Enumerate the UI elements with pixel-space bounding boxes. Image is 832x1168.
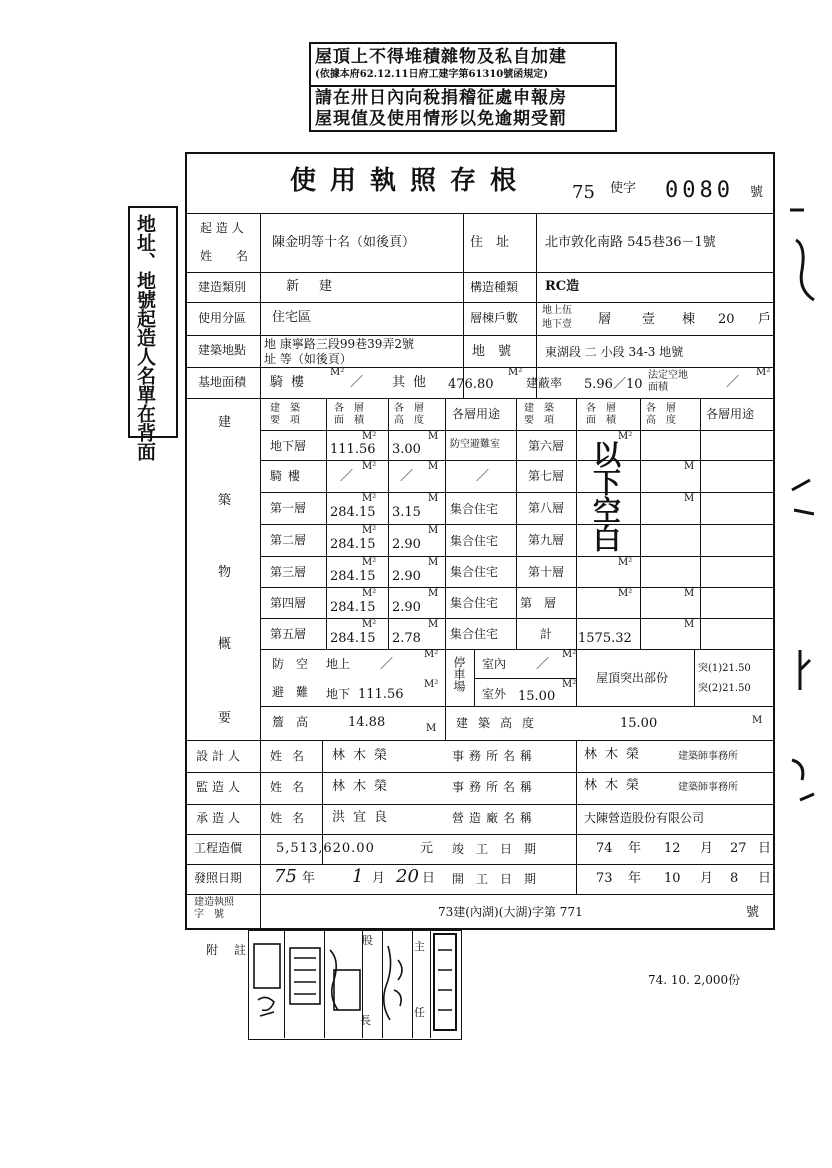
park-indoor-val: ／ [536, 657, 550, 672]
done-d: 27 [730, 841, 747, 856]
attach-label: 附註 [206, 943, 263, 957]
designer-office-label: 事務所名稱 [452, 749, 538, 763]
hdr-use-r: 各層用途 [706, 407, 755, 421]
contractor-firm: 大陳營造股份有限公司 [584, 811, 705, 825]
build-type-label: 建造類別 [198, 280, 247, 294]
blank-note: 以下空白 [589, 440, 622, 552]
start-m: 10 [664, 871, 681, 886]
notice-line3: 請在卅日內向稅捐稽征處申報房 [315, 88, 567, 108]
bh-value: 15.00 [620, 716, 658, 731]
seal-stamps-icon [248, 930, 462, 1040]
contractor-name-label: 姓名 [270, 811, 315, 825]
summary-vertical-3: 物 [218, 565, 232, 580]
bh-label: 建築高度 [456, 716, 545, 730]
hdr-item-r: 建 築 要 項 [524, 403, 554, 426]
hdr-use: 各層用途 [452, 407, 501, 421]
designer-label: 設計人 [196, 749, 245, 763]
supervisor-office-suffix: 建築師事務所 [678, 782, 738, 793]
footer-print: 74. 10. 2,000份 [648, 973, 741, 987]
applicant-label-bottom: 姓 名 [200, 249, 249, 263]
start-label: 開工日期 [452, 872, 549, 886]
applicant-value: 陳金明等十名（如後頁） [272, 235, 416, 250]
lot-label: 地 號 [472, 344, 512, 359]
notice-line4: 屋現值及使用情形以免逾期受罰 [315, 109, 567, 129]
coverage-label: 建蔽率 [526, 376, 563, 390]
start-y: 73 [596, 871, 613, 886]
floors-hu: 戶 [758, 312, 772, 327]
svg-text:長: 長 [360, 1014, 371, 1027]
issue-label: 發照日期 [194, 871, 243, 885]
done-label: 竣工日期 [452, 842, 549, 856]
shelter-above: 地上 [326, 657, 351, 671]
cost-label: 工程造價 [194, 841, 243, 855]
notice-line1: 屋頂上不得堆積雜物及私自加建 [315, 47, 567, 67]
summary-vertical-1: 建 [218, 415, 232, 430]
address-value: 北市敦化南路 545巷36－1號 [545, 235, 716, 250]
applicant-label-top: 起 造 人 [200, 221, 244, 235]
hdr-area: 各 層 面 積 [334, 403, 364, 426]
floors-layer: 層 [598, 312, 612, 327]
contractor-label: 承造人 [196, 811, 245, 825]
permit-label: 建造執照 字 號 [194, 897, 234, 920]
site-value: 地 康寧路三段99巷39弄2號 [264, 337, 414, 351]
supervisor-office: 林木榮 [584, 778, 648, 793]
shelter-label1: 防空 [272, 657, 321, 671]
base-area-label: 基地面積 [198, 375, 247, 389]
hdr-height-r: 各 層 高 度 [646, 403, 676, 426]
floors-label: 層棟戶數 [470, 311, 519, 325]
floor-r-2: 第八層 [528, 501, 565, 515]
floors-top: 地上伍 [542, 305, 572, 316]
zone-label: 使用分區 [198, 311, 247, 325]
supervisor-label: 監造人 [196, 780, 245, 794]
designer-office: 林木榮 [584, 747, 648, 762]
issue-d: 20 [396, 866, 419, 887]
coverage-value: 5.96／10 [584, 377, 643, 392]
designer-office-suffix: 建築師事務所 [678, 751, 738, 762]
roof-1: 突(1)21.50 [698, 663, 751, 674]
floors-bottom: 地下壹 [542, 319, 572, 330]
contractor-name: 洪宜良 [332, 810, 396, 825]
hdr-height: 各 層 高 度 [394, 403, 424, 426]
arcade-value: ／ [350, 375, 364, 390]
license-label: 使字 [610, 181, 637, 196]
park-indoor: 室內 [482, 657, 507, 671]
scan-noise-icon [780, 200, 830, 900]
floor-r-6: 計 [540, 627, 553, 641]
build-type-value: 新建 [286, 279, 353, 294]
designer-name: 林木榮 [332, 748, 396, 763]
floor-r-4: 第十層 [528, 565, 565, 579]
other-label: 其他 [392, 375, 435, 390]
notice-line2: (依據本府62.12.11日府工建字第61310號函規定) [315, 69, 548, 80]
notice-stamp [309, 42, 617, 132]
summary-vertical-4: 概 [218, 637, 232, 652]
done-m: 12 [664, 841, 681, 856]
roof-label: 屋頂突出部份 [596, 671, 669, 685]
form-title: 使用執照存根 [290, 166, 531, 196]
floor-total-area: 1575.32 [578, 631, 632, 646]
floor-r-0: 第六層 [528, 439, 565, 453]
license-number: 0080 [665, 178, 734, 203]
start-d: 8 [730, 871, 739, 886]
cost-value: 5,513,620.00 [276, 841, 375, 856]
shelter-label2: 避難 [272, 685, 321, 699]
designer-name-label: 姓名 [270, 749, 315, 763]
park-label: 停車場 [452, 656, 466, 692]
zone-value: 住宅區 [272, 310, 312, 325]
hdr-item: 建 築 要 項 [270, 403, 300, 426]
issue-m: 1 [352, 866, 364, 887]
hdr-area-r: 各 層 面 積 [586, 403, 616, 426]
supervisor-office-label: 事務所名稱 [452, 780, 538, 794]
lot-value: 東湖段 二 小段 34-3 地號 [545, 345, 684, 359]
legal-label: 法定空地面積 [648, 370, 688, 393]
permit-suffix: 號 [746, 905, 760, 920]
floors-units: 20 [718, 312, 735, 327]
floors-bldg: 棟 [682, 312, 696, 327]
shelter-above-val: ／ [380, 657, 394, 672]
svg-text:股: 股 [362, 934, 373, 947]
park-outdoor-val: 15.00 [518, 689, 556, 704]
legal-value: ／ [726, 375, 740, 390]
park-outdoor: 室外 [482, 687, 507, 701]
shelter-below-val: 111.56 [358, 687, 404, 702]
struct-label: 構造種類 [470, 280, 519, 294]
side-note: 地址、地號起造人名單在背面 [134, 214, 156, 461]
side-stamp [128, 206, 178, 461]
eaves-value: 14.88 [348, 715, 386, 730]
permit-value: 73建(內湖)(大湖)字第 771 [438, 905, 583, 919]
roof-2: 突(2)21.50 [698, 683, 751, 694]
svg-text:主: 主 [414, 940, 425, 953]
shelter-below: 地下 [326, 687, 351, 701]
floors-one: 壹 [642, 312, 656, 327]
svg-text:任: 任 [414, 1006, 425, 1019]
summary-vertical-5: 要 [218, 711, 232, 726]
other-value: 476.80 [448, 377, 494, 392]
floor-r-3: 第九層 [528, 533, 565, 547]
issue-y: 75 [274, 866, 297, 887]
floor-r-1: 第七層 [528, 469, 565, 483]
contractor-firm-label: 營造廠名稱 [452, 811, 538, 825]
arcade-label: 騎樓 [270, 375, 313, 390]
done-y: 74 [596, 841, 613, 856]
struct-value: RC造 [545, 279, 580, 294]
license-year: 75 [572, 182, 595, 203]
supervisor-name-label: 姓名 [270, 780, 315, 794]
eaves-label: 簷高 [272, 715, 321, 729]
floor-r-5: 第 層 [520, 596, 557, 610]
site-label: 建築地點 [198, 343, 247, 357]
supervisor-name: 林木榮 [332, 779, 396, 794]
summary-vertical-2: 築 [218, 493, 232, 508]
address-label: 住 址 [470, 235, 510, 250]
license-suffix: 號 [750, 185, 764, 200]
site-value2: 址 等（如後頁） [264, 352, 352, 366]
cost-unit: 元 [420, 841, 434, 856]
